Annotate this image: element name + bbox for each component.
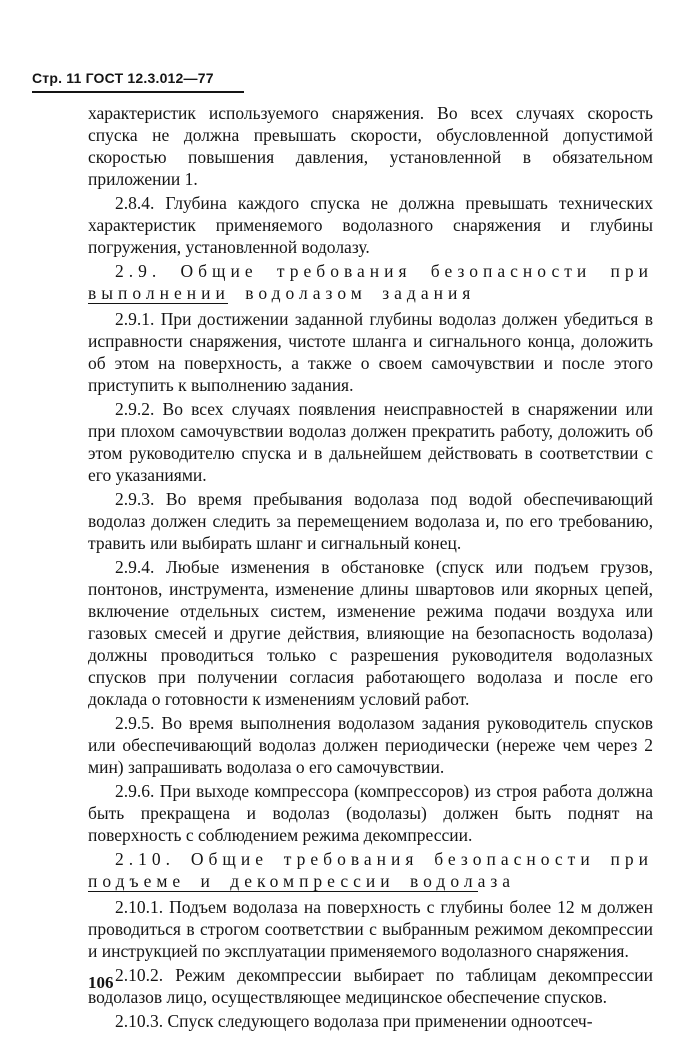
paragraph-2-9-2: 2.9.2. Во всех случаях появления неисправностей в снаряжении или при плохом самочувствии водолаз должен прекратить работу, доложить об этом руководителю спуска и в дальнейшем действовать в соответствии с его указаниями. [88,399,653,485]
header-rule [32,91,244,93]
page-header: Стр. 11 ГОСТ 12.3.012—77 [32,70,214,86]
section-heading-2-9: 2.9. Общие требования безопасности при выполнении водолазом задания [88,261,653,303]
paragraph-2-10-2: 2.10.2. Режим декомпрессии выбирает по таблицам декомпрессии водолазов лицо, осуществляющее медицинское обеспечение спусков. [88,965,653,1007]
paragraph-2-10-3: 2.10.3. Спуск следующего водолаза при применении одноотсеч- [115,1011,593,1031]
paragraph-2-9-1: 2.9.1. При достижении заданной глубины водолаз должен убедиться в исправности снаряжения, чистоте шланга и сигнального конца, доложить об этом на поверхность, а также о своем самочувствии и после этого приступить к выполнению задания. [88,309,653,395]
paragraph-continuation: характеристик используемого снаряжения. Во всех случаях скорость спуска не должна превышать скорости, обусловленной допустимой скоростью повышения давления, установленной в обязательном приложении 1. [88,103,653,189]
document-body [88,102,653,1034]
paragraph-2-8-4: 2.8.4. Глубина каждого спуска не должна превышать технических характеристик применяемого водолазного снаряжения и глубины погружения, установленной водолазу. [88,193,653,257]
paragraph-2-9-5: 2.9.5. Во время выполнения водолазом задания руководитель спусков или обеспечивающий водолаз должен периодически (нереже чем через 2 мин) запрашивать водолаза о его самочувствии. [88,713,653,777]
section-heading-2-10: 2.10. Общие требования безопасности при подъеме и декомпрессии водолаза [88,849,653,891]
paragraph-2-10-1: 2.10.1. Подъем водолаза на поверхность с глубины более 12 м должен проводиться в строгом соответствии с выбранным режимом декомпрессии и инструкцией по эксплуатации применяемого водолазного снаряжения. [88,897,653,961]
paragraph-2-9-6: 2.9.6. При выходе компрессора (компрессоров) из строя работа должна быть прекращена и водолаз (водолазы) должен быть поднят на поверхность с соблюдением режима декомпрессии. [88,781,653,845]
paragraph-2-9-3: 2.9.3. Во время пребывания водолаза под водой обеспечивающий водолаз должен следить за перемещением водолаза и, по его требованию, травить или выбирать шланг и сигнальный конец. [88,489,653,553]
page-number: 106 [88,973,114,992]
paragraph-2-9-4: 2.9.4. Любые изменения в обстановке (спуск или подъем грузов, понтонов, инструмента, изменение длины швартовов или якорных цепей, включение отдельных систем, изменение режима подачи воздуха или газовых смесей и другие действия, влияющие на безопасность водолаза) должны проводиться только с разрешения руководителя водолазных спусков при получении согласия работающего водолаза и после его доклада о готовности к изменениям условий работ. [88,557,653,709]
